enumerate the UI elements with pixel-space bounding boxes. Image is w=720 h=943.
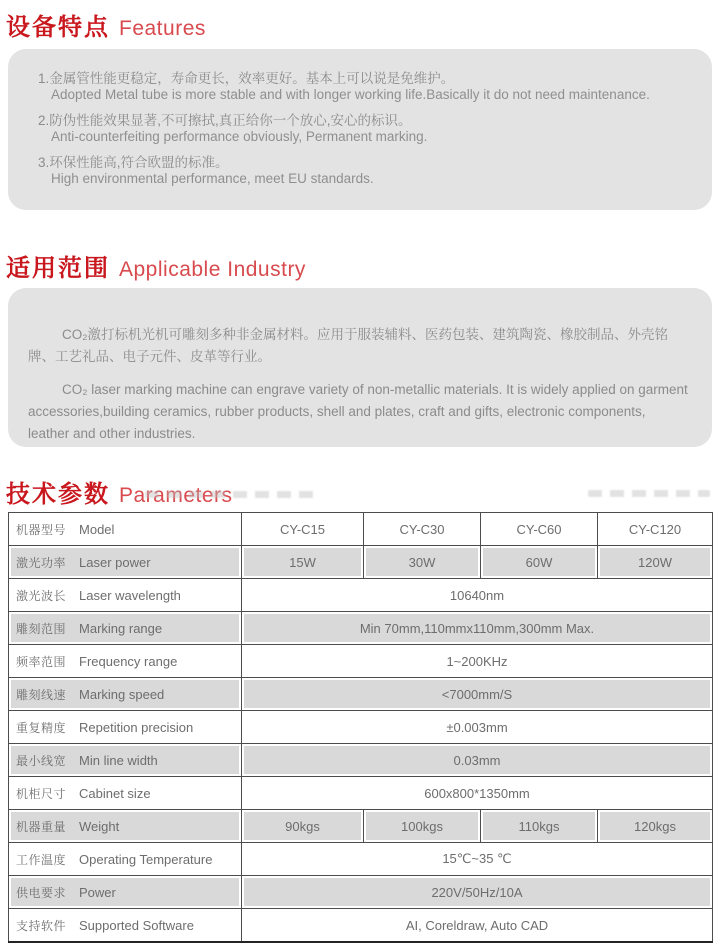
param-value: 10640nm: [242, 579, 713, 612]
table-row: [9, 612, 713, 645]
table-row: [9, 645, 713, 678]
watermark-fragment: [588, 490, 710, 497]
param-value: 90kgs: [242, 810, 364, 843]
table-row: [9, 843, 713, 876]
param-value: 0.03mm: [242, 744, 713, 777]
param-value: 120W: [598, 546, 713, 579]
param-value: CY-C120: [598, 513, 713, 546]
feature-item: [38, 71, 694, 103]
table-row: [9, 678, 713, 711]
param-label: 雕刻线速 Marking speed: [9, 678, 242, 711]
table-row: [9, 513, 713, 546]
industry-panel: [8, 288, 712, 447]
feature-text-zh: 1.金属管性能更稳定，寿命更长，效率更好。基本上可以说是免维护。: [38, 71, 455, 86]
param-value: 60W: [481, 546, 598, 579]
industry-paragraph-zh: CO₂激打标机光机可雕刻多种非金属材料。应用于服装辅料、医药包装、建筑陶瓷、橡胶制品、外壳铭牌、工艺礼品、电子元件、皮革等行业。: [28, 327, 668, 364]
param-value: 30W: [364, 546, 481, 579]
param-value: CY-C60: [481, 513, 598, 546]
table-row: [9, 876, 713, 909]
table-row: [9, 744, 713, 777]
table-row: [9, 909, 713, 943]
param-value: 600x800*1350mm: [242, 777, 713, 810]
features-panel: [8, 49, 712, 210]
features-section-title: [0, 7, 720, 42]
param-value: Min 70mm,110mmx110mm,300mm Max.: [242, 612, 713, 645]
param-label: 供电要求 Power: [9, 876, 242, 909]
feature-text-en: High environmental performance, meet EU standards.: [51, 171, 374, 186]
param-value: 1~200KHz: [242, 645, 713, 678]
param-value: 220V/50Hz/10A: [242, 876, 713, 909]
feature-text-en: Anti-counterfeiting performance obviously, Permanent marking.: [51, 129, 428, 144]
parameters-title-en: Parameters: [119, 484, 233, 507]
table-row: [9, 546, 713, 579]
param-value: <7000mm/S: [242, 678, 713, 711]
param-value: 15℃~35 ℃: [242, 843, 713, 876]
param-label: 机器重量 Weight: [9, 810, 242, 843]
param-label: 机柜尺寸 Cabinet size: [9, 777, 242, 810]
features-title-zh: 设备特点: [6, 14, 110, 41]
feature-item: [38, 113, 694, 145]
table-row: [9, 777, 713, 810]
feature-item: [38, 155, 694, 187]
param-value: 100kgs: [364, 810, 481, 843]
feature-text-en: Adopted Metal tube is more stable and with longer working life.Basically it do not need maintenance.: [51, 87, 650, 102]
param-value: CY-C15: [242, 513, 364, 546]
watermark-fragment: [145, 491, 320, 498]
param-label: 雕刻范围 Marking range: [9, 612, 242, 645]
param-value: 110kgs: [481, 810, 598, 843]
features-title-en: Features: [119, 17, 206, 40]
param-label: 重复精度 Repetition precision: [9, 711, 242, 744]
param-value: 120kgs: [598, 810, 713, 843]
param-label: 工作温度 Operating Temperature: [9, 843, 242, 876]
parameters-title-zh: 技术参数: [6, 481, 110, 508]
param-label: 激光功率 Laser power: [9, 546, 242, 579]
param-value: CY-C30: [364, 513, 481, 546]
feature-text-zh: 3.环保性能高,符合欧盟的标准。: [38, 155, 229, 170]
table-row: [9, 579, 713, 612]
param-value: 15W: [242, 546, 364, 579]
param-label: 支持软件 Supported Software: [9, 909, 242, 943]
table-row: [9, 711, 713, 744]
table-row: [9, 810, 713, 843]
param-value: AI, Coreldraw, Auto CAD: [242, 909, 713, 943]
param-label: 机器型号 Model: [9, 513, 242, 546]
industry-section-title: [0, 248, 720, 283]
industry-paragraph-en: CO₂ laser marking machine can engrave variety of non-metallic materials. It is widely applied on garment accessories,building ceramics, rubber products, shell and plates, craft and gifts, electronic components, leather and other industries.: [28, 382, 688, 441]
param-label: 频率范围 Frequency range: [9, 645, 242, 678]
param-value: ±0.003mm: [242, 711, 713, 744]
industry-title-zh: 适用范围: [6, 255, 110, 282]
param-label: 最小线宽 Min line width: [9, 744, 242, 777]
parameters-table: [8, 512, 713, 943]
industry-title-en: Applicable Industry: [119, 258, 306, 281]
feature-text-zh: 2.防伪性能效果显著,不可擦拭,真正给你一个放心,安心的标识。: [38, 113, 412, 128]
param-label: 激光波长 Laser wavelength: [9, 579, 242, 612]
